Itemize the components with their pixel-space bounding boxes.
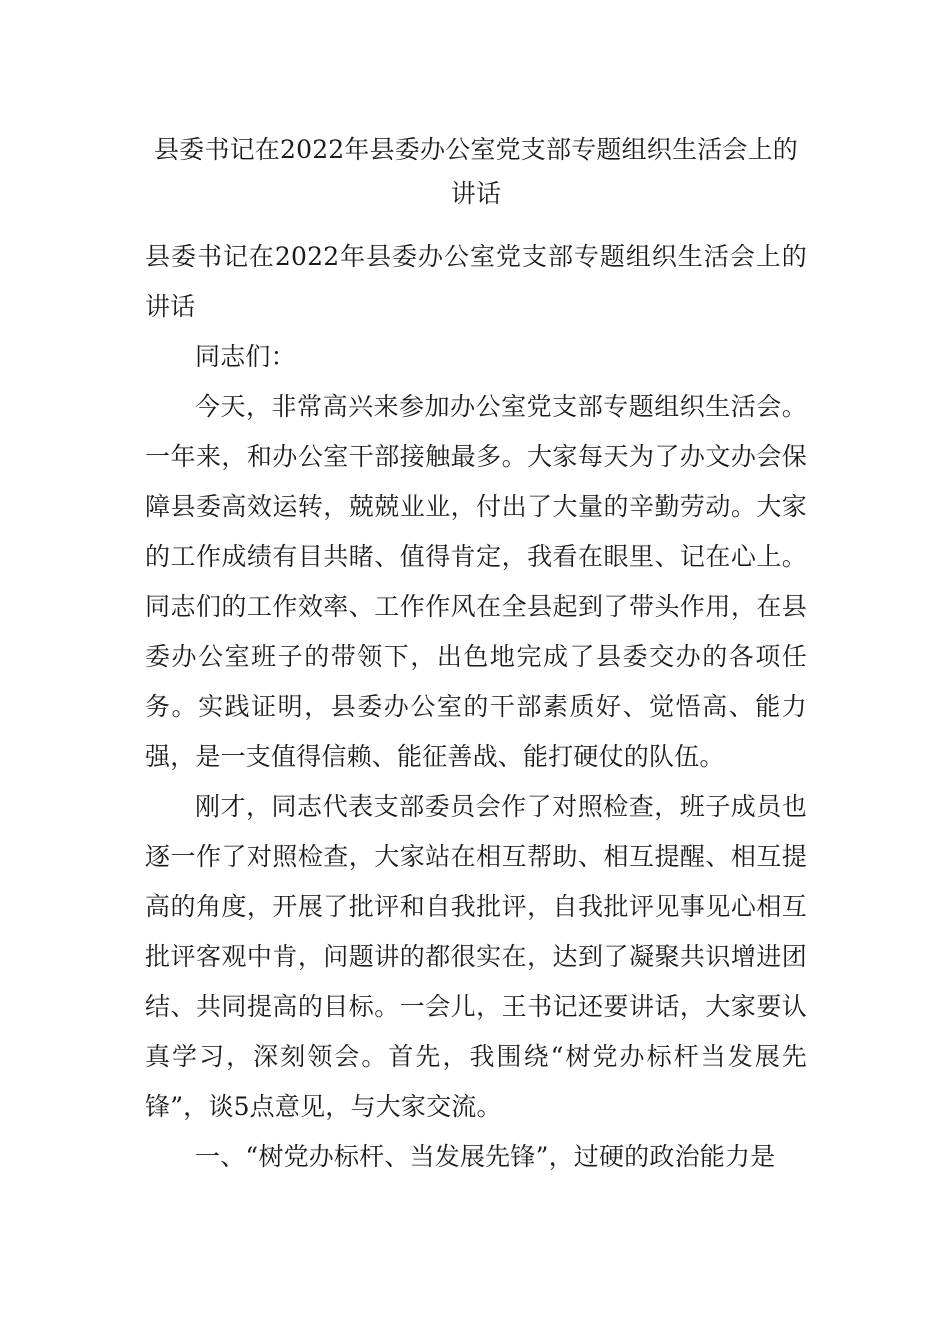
paragraph-1: 今天，非常高兴来参加办公室党支部专题组织生活会。一年来，和办公室干部接触最多。大家每天为了办文办会保障县委高效运转，兢兢业业，付出了大量的辛勤劳动。大家的工作成绩有目共睹、值得肯定，我看在眼里、记在心上。同志们的工作效率、工作作风在全县起到了带头作用，在县委办公室班子的带领下，出色地完成了县委交办的各项任务。实践证明，县委办公室的干部素质好、觉悟高、能力强，是一支值得信赖、能征善战、能打硬仗的队伍。 [145,392,807,771]
paragraph-3: 一、“树党办标杆、当发展先锋”，过硬的政治能力是 [195,1142,776,1171]
salutation: 同志们： [195,342,296,371]
paragraph-2: 刚才，同志代表支部委员会作了对照检查，班子成员也逐一作了对照检查，大家站在相互帮助、相互提醒、相互提高的角度，开展了批评和自我批评，自我批评见事见心相互批评客观中肯，问题讲的都很实在，达到了凝聚共识增进团结、共同提高的目标。一会儿，王书记还要讲话，大家要认真学习，深刻领会。首先，我围绕“树党办标杆当发展先锋”，谈5点意见，与大家交流。 [145,792,807,1121]
document-body [145,232,807,1182]
repeated-title: 县委书记在2022年县委办公室党支部专题组织生活会上的讲话 [145,242,807,321]
document-title: 县委书记在2022年县委办公室党支部专题组织生活会上的讲话 [153,135,799,208]
